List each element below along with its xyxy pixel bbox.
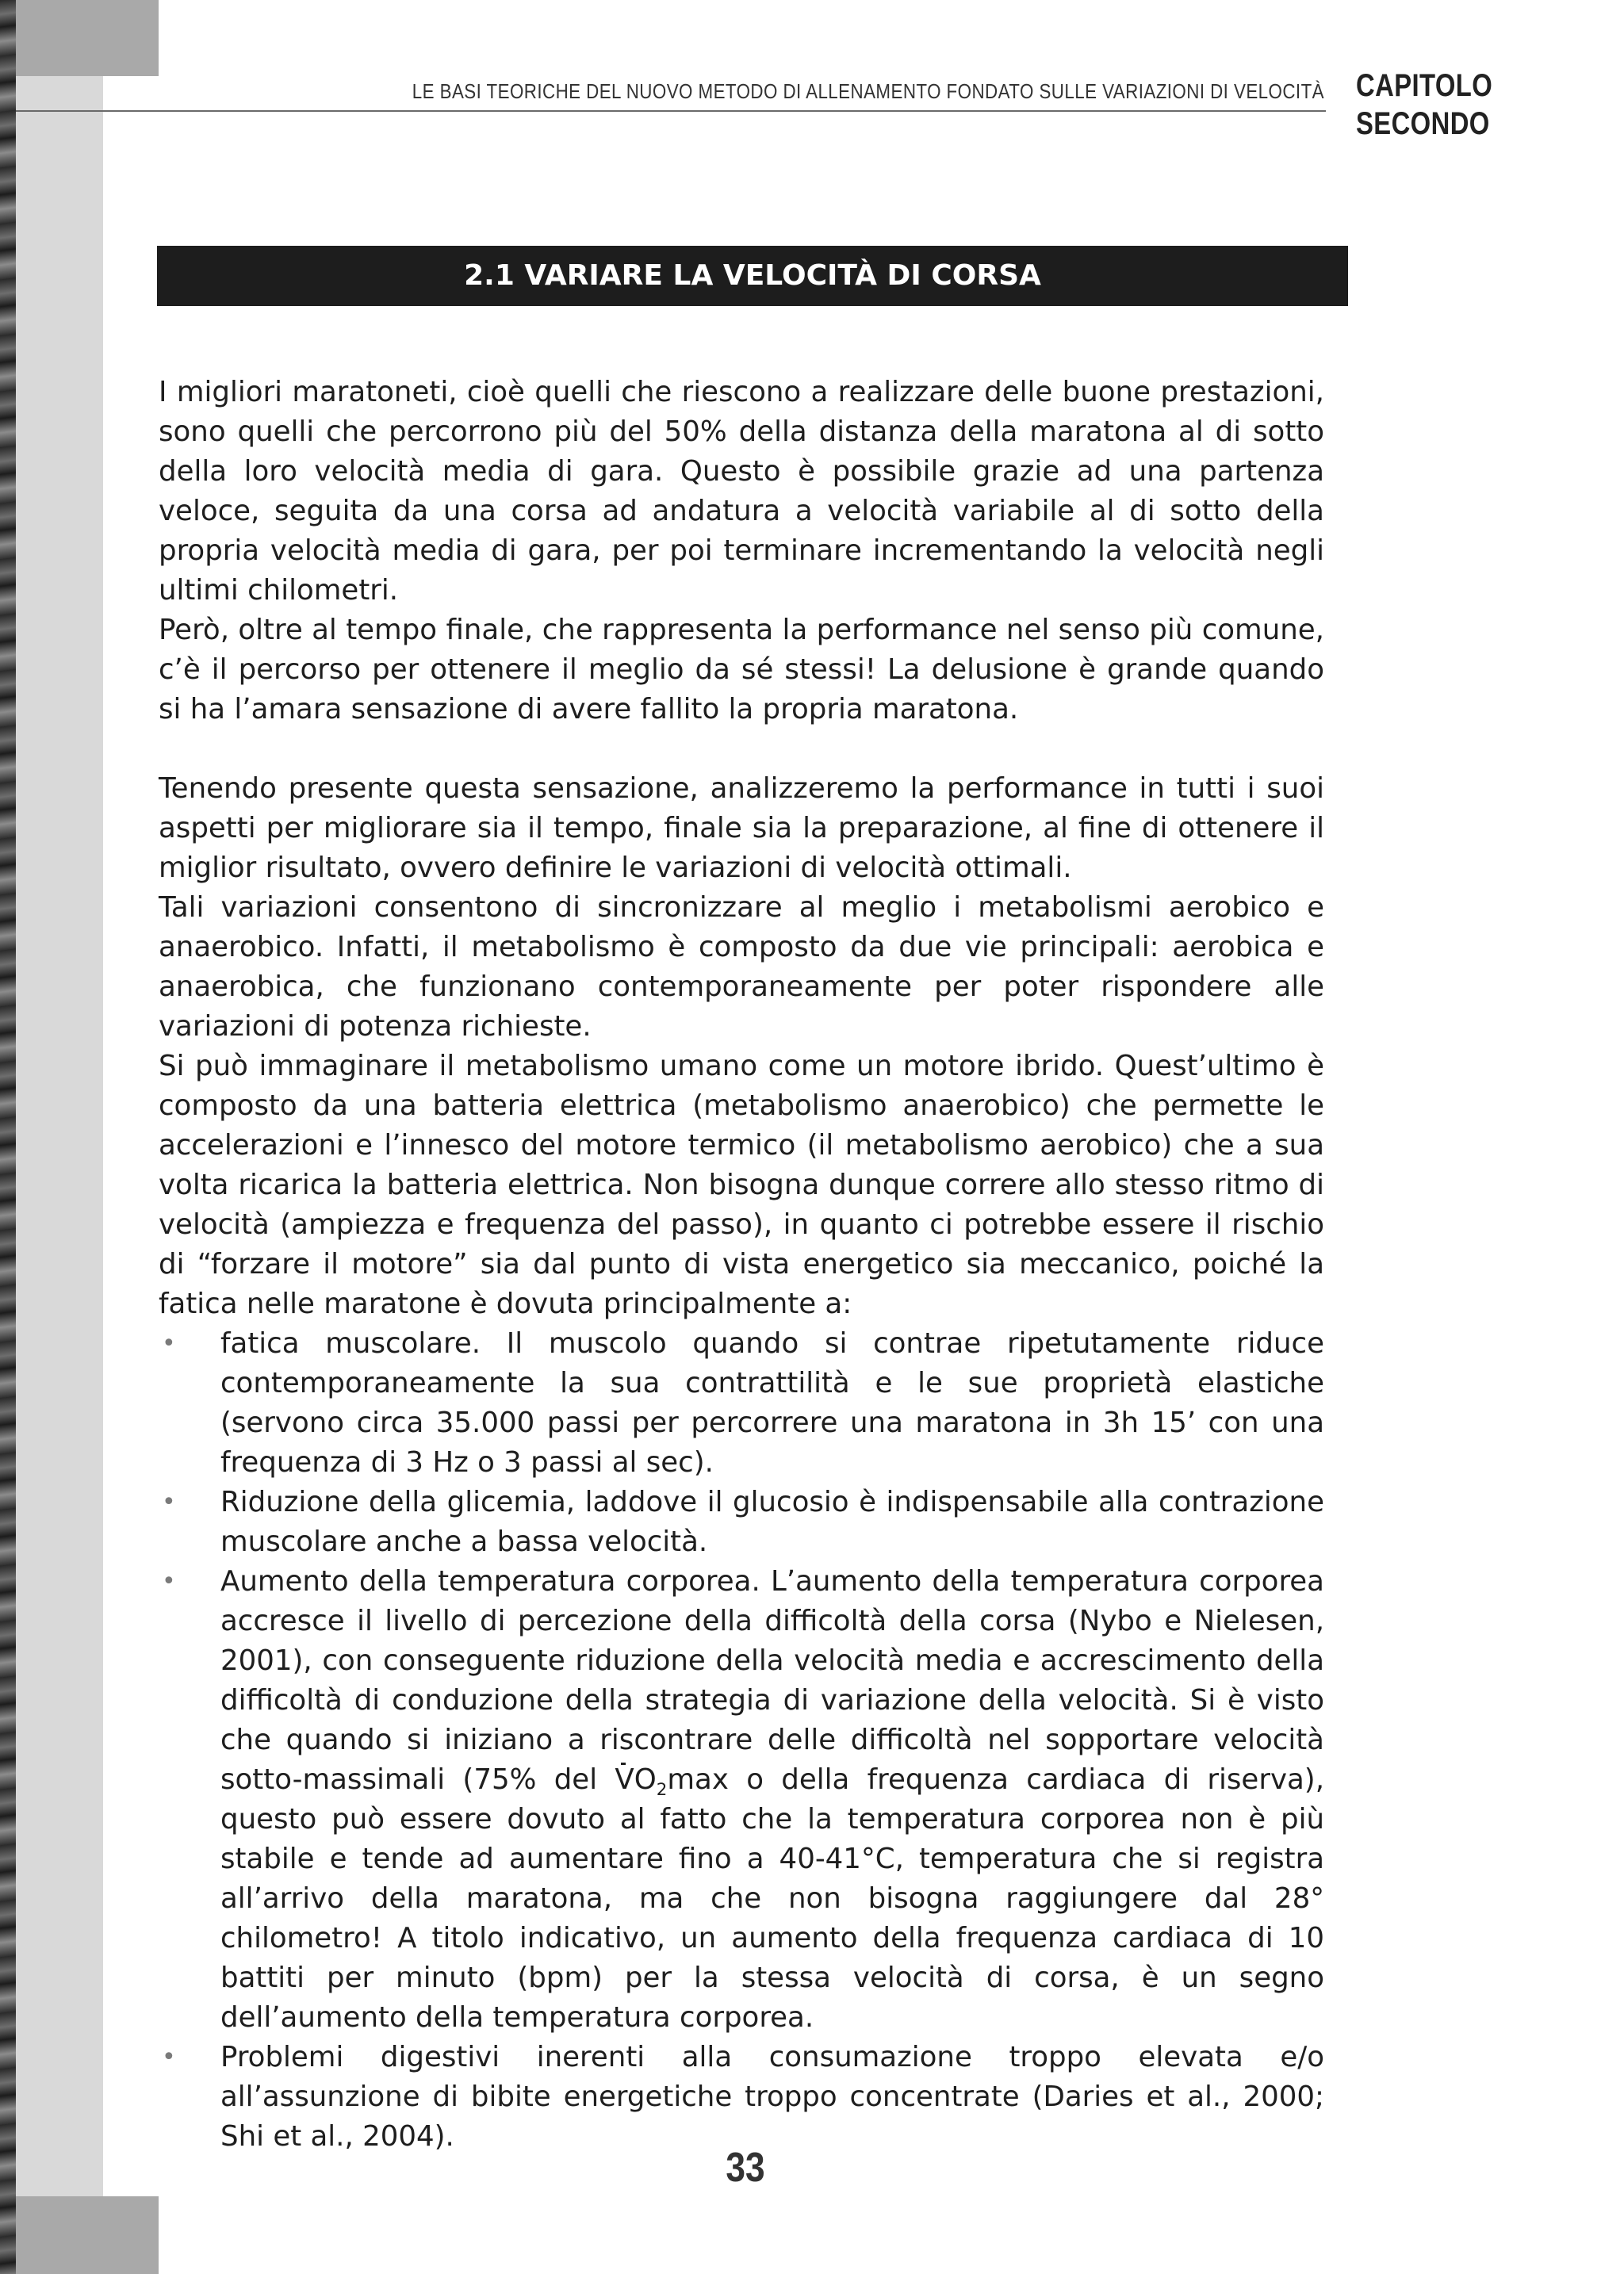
margin-gray-band bbox=[16, 0, 103, 2274]
vo2-subscript: 2 bbox=[656, 1780, 668, 1800]
list-item-text-part1: Aumento della temperatura corporea. L’aumento della temperatura corporea accresce il livello di percezione della difficoltà della corsa (Nybo e Nielesen, 2001), con conseguente riduzione della velocità media e accrescimento della difficoltà di conduzione della strategia di variazione della velocità. Si è visto che quando si iniziano a riscontrare delle difficoltà nel sopportare velocità sotto-massimali (75% del bbox=[220, 1565, 1324, 1796]
list-item bbox=[159, 1562, 1324, 2038]
chapter-label-line1: CAPITOLO bbox=[1356, 68, 1493, 103]
body-text bbox=[159, 373, 1324, 2157]
chapter-label bbox=[1356, 67, 1512, 143]
list-item bbox=[159, 2038, 1324, 2157]
section-title-bar bbox=[157, 246, 1348, 306]
list-item bbox=[159, 1324, 1324, 1483]
header-rule bbox=[16, 110, 1326, 112]
paragraph-1: I migliori maratoneti, cioè quelli che riescono a realizzare delle buone prestazioni, sono quelli che percorrono più del 50% della distanza della maratona al di sotto della loro velocità media di gara. Questo è possibile grazie ad una partenza veloce, seguita da una corsa ad andatura a velocità variabile al di sotto della propria velocità media di gara, per poi terminare incrementando la velocità negli ultimi chilometri. bbox=[159, 376, 1324, 607]
vo2-v-dot: V bbox=[615, 1760, 634, 1800]
margin-block-top bbox=[16, 0, 159, 76]
edge-photo-strip bbox=[0, 0, 16, 2274]
fatigue-causes-list bbox=[159, 1324, 1324, 2157]
running-head: LE BASI TEORICHE DEL NUOVO METODO DI ALLENAMENTO FONDATO SULLE VARIAZIONI DI VELOCITÀ bbox=[412, 79, 1324, 103]
chapter-label-line2: SECONDO bbox=[1356, 106, 1490, 141]
vo2-o: O bbox=[634, 1763, 657, 1796]
list-item-text: Problemi digestivi inerenti alla consumazione troppo elevata e/o all’assunzione di bibite energetiche troppo concentrate (Daries et al., 2000; Shi et al., 2004). bbox=[220, 2041, 1324, 2153]
paragraph-5: Si può immaginare il metabolismo umano come un motore ibrido. Quest’ultimo è composto da una batteria elettrica (metabolismo anaerobico) che permette le accelerazioni e l’innesco del motore termico (il metabolismo aerobico) che a sua volta ricarica la batteria elettrica. Non bisogna dunque correre allo stesso ritmo di velocità (ampiezza e frequenza del passo), in quanto ci potrebbe essere il rischio di “forzare il motore” sia dal punto di vista energetico sia meccanico, poiché la fatica nelle maratone è dovuta principalmente a: bbox=[159, 1050, 1324, 1320]
list-item-text-part2: max o della frequenza cardiaca di riserva), questo può essere dovuto al fatto che la temperatura corporea non è più stabile e tende ad aumentare fino a 40-41°C, temperatura che si registra all’arrivo della maratona, ma che non bisogna raggiungere dal 28° chilometro! A titolo indicativo, un aumento della frequenza cardiaca di 10 battiti per minuto (bpm) per la stessa velocità di corsa, è un segno dell’aumento della temperatura corporea. bbox=[220, 1763, 1324, 2034]
section-title: 2.1 VARIARE LA VELOCITÀ DI CORSA bbox=[464, 259, 1041, 292]
page-number: 33 bbox=[726, 2145, 765, 2191]
paragraph-3: Tenendo presente questa sensazione, analizzeremo la performance in tutti i suoi aspetti per migliorare sia il tempo, finale sia la preparazione, al fine di ottenere il miglior risultato, ovvero definire le variazioni di velocità ottimali. bbox=[159, 772, 1324, 884]
paragraph-4: Tali variazioni consentono di sincronizzare al meglio i metabolismi aerobico e anaerobico. Infatti, il metabolismo è composto da due vie principali: aerobica e anaerobica, che funzionano contemporaneamente per poter rispondere alle variazioni di potenza richieste. bbox=[159, 891, 1324, 1043]
margin-block-bottom bbox=[16, 2196, 159, 2274]
list-item-text: fatica muscolare. Il muscolo quando si contrae ripetutamente riduce contemporaneamente la sua contrattilità e le sue proprietà elastiche (servono circa 35.000 passi per percorrere una maratona in 3h 15’ con una frequenza di 3 Hz o 3 passi al sec). bbox=[220, 1327, 1324, 1479]
paragraph-2: Però, oltre al tempo finale, che rappresenta la performance nel senso più comune, c’è il percorso per ottenere il meglio da sé stessi! La delusione è grande quando si ha l’amara sensazione di avere fallito la propria maratona. bbox=[159, 614, 1324, 725]
list-item bbox=[159, 1483, 1324, 1562]
list-item-text: Riduzione della glicemia, laddove il glucosio è indispensabile alla contrazione muscolare anche a bassa velocità. bbox=[220, 1486, 1324, 1558]
